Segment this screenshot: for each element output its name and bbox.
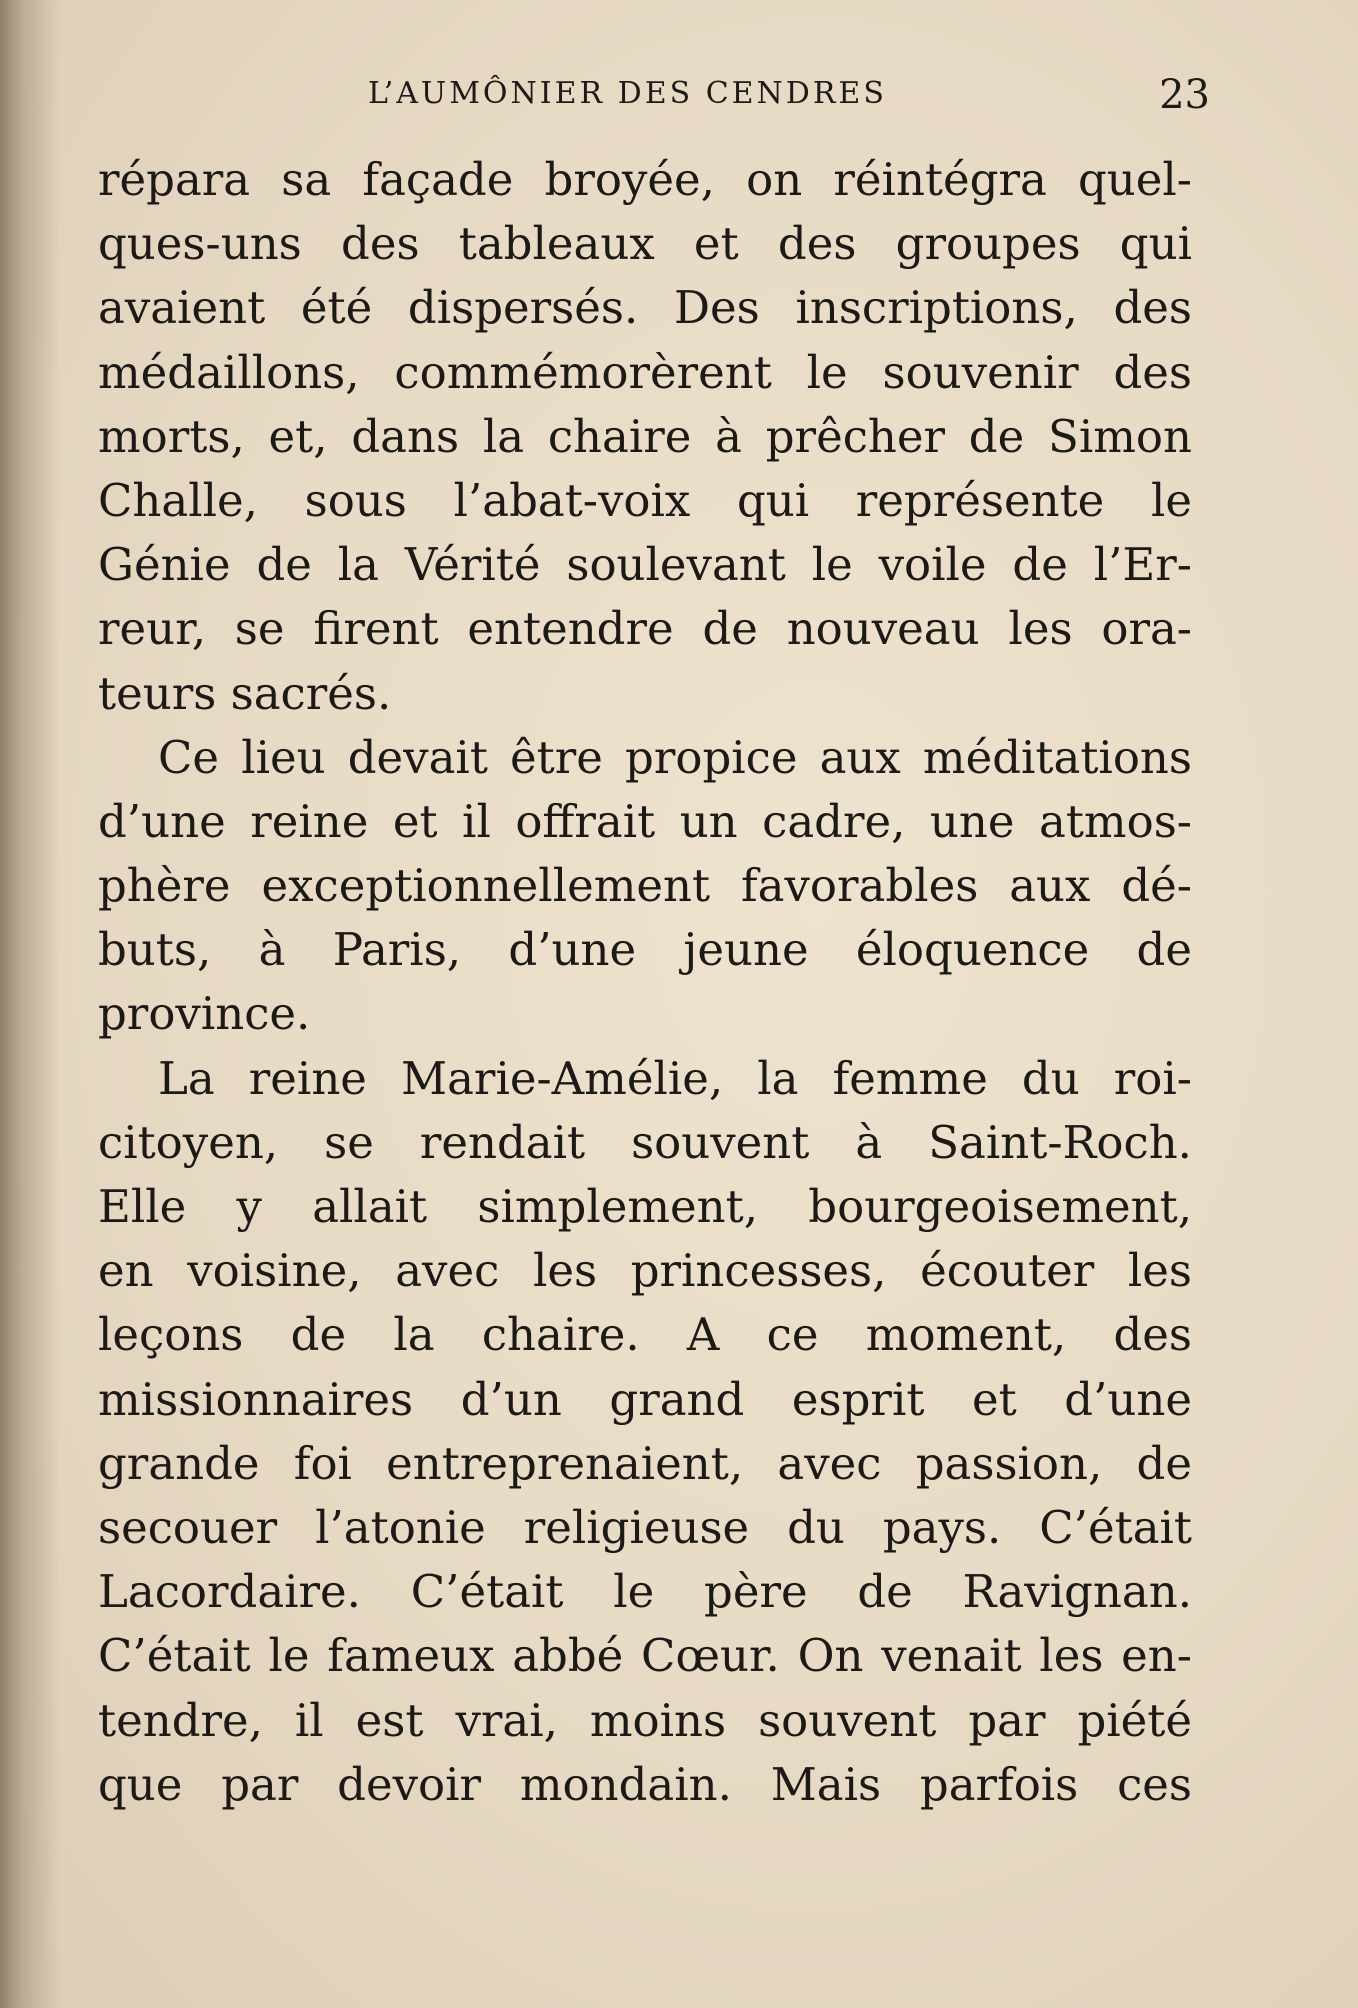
text-line: Génie de la Vérité soulevant le voile de l’Er- [98,538,1192,592]
text-line: Challe, sous l’abat-voix qui représente le [98,473,1192,527]
text-line: province. [98,987,311,1041]
running-title: L’AUMÔNIER DES CENDRES [368,76,887,111]
text-line: que par devoir mondain. Mais parfois ces [98,1757,1192,1811]
text-line: teurs sacrés. [98,666,392,720]
binding-shadow [0,0,60,2008]
paragraph-first-line: Ce lieu devait être propice aux méditations [158,730,1192,784]
text-line: Lacordaire. C’était le père de Ravignan. [98,1565,1192,1619]
text-line: citoyen, se rendait souvent à Saint-Roch. [98,1115,1192,1169]
page-number: 23 [1159,72,1210,118]
text-line: répara sa façade broyée, on réintégra quel- [98,153,1192,206]
text-line: en voisine, avec les princesses, écouter les [98,1244,1192,1298]
text-line: médaillons, commémorèrent le souvenir des [98,345,1192,399]
text-line: avaient été dispersés. Des inscriptions, des [98,281,1192,335]
text-line: d’une reine et il offrait un cadre, une atmos- [98,794,1192,848]
text-line: missionnaires d’un grand esprit et d’une [98,1372,1192,1426]
text-line: secouer l’atonie religieuse du pays. C’était [98,1500,1192,1554]
body-text [98,148,1192,1817]
text-line: C’était le fameux abbé Cœur. On venait les en- [98,1629,1192,1683]
text-line: ques-uns des tableaux et des groupes qui [98,217,1192,271]
text-line: reur, se firent entendre de nouveau les ora- [98,602,1192,656]
text-line: phère exceptionnellement favorables aux dé- [98,859,1192,913]
text-line: grande foi entreprenaient, avec passion, de [98,1436,1192,1490]
text-line: tendre, il est vrai, moins souvent par piété [98,1693,1192,1747]
text-line: morts, et, dans la chaire à prêcher de Simon [98,409,1192,463]
page-header [100,72,1210,122]
text-line: Elle y allait simplement, bourgeoisement, [98,1180,1192,1233]
paragraph-first-line: La reine Marie-Amélie, la femme du roi- [158,1051,1192,1105]
text-line: leçons de la chaire. A ce moment, des [98,1308,1192,1362]
text-line: buts, à Paris, d’une jeune éloquence de [98,923,1192,977]
